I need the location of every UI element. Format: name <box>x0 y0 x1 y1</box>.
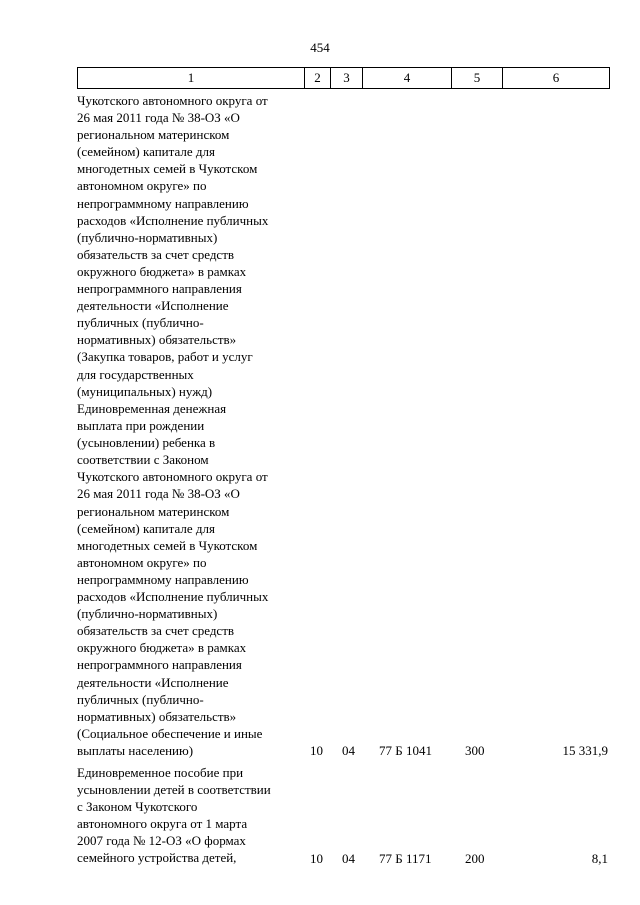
description-line: непрограммного направления <box>77 657 242 673</box>
description-line: публичных (публично- <box>77 691 204 707</box>
description-line: автономного округа от 1 марта <box>77 816 248 832</box>
description-line: (публично-нормативных) <box>77 606 218 622</box>
description-line: семейного устройства детей, <box>77 850 237 866</box>
column-header-4: 4 <box>363 68 452 88</box>
page-number: 454 <box>310 40 330 55</box>
description-line: окружного бюджета» в рамках <box>77 640 247 656</box>
sum-cell: 8,1 <box>591 850 608 866</box>
description-line: автономном округе» по <box>77 554 207 570</box>
description-line: нормативных) обязательств» <box>77 708 237 724</box>
section-cell: 10 <box>310 850 323 866</box>
row-description <box>77 92 304 400</box>
description-line: (семейном) капитале для <box>77 520 215 536</box>
expense-type-cell: 300 <box>465 743 485 758</box>
column-header-2: 2 <box>305 68 331 88</box>
description-line: Чукотского автономного округа от <box>77 93 268 108</box>
subsection-cell: 04 <box>342 743 355 758</box>
description-line: обязательств за счет средств <box>77 623 235 639</box>
column-header-1: 1 <box>78 68 305 88</box>
description-line: выплата при рождении <box>77 418 205 434</box>
sum-cell: 15 331,9 <box>562 743 608 758</box>
description-line: 26 мая 2011 года № 38-ОЗ «О <box>77 486 240 502</box>
target-code-cell: 77 Б 1041 <box>379 743 432 758</box>
section-cell: 10 <box>310 743 323 758</box>
description-line: (семейном) капитале для <box>77 144 215 160</box>
description-line: расходов «Исполнение публичных <box>77 589 269 605</box>
row-description <box>77 764 304 867</box>
description-line: непрограммному направлению <box>77 571 249 587</box>
description-line: расходов «Исполнение публичных <box>77 212 269 228</box>
description-line: (усыновлении) ребенка в <box>77 435 216 451</box>
column-header-6: 6 <box>552 70 560 85</box>
description-line: Единовременное пособие при <box>77 765 244 780</box>
column-header-3: 3 <box>331 68 363 88</box>
row-description <box>77 400 304 759</box>
description-line: деятельности «Исполнение <box>77 298 229 314</box>
table-header-row <box>77 67 610 89</box>
subsection-cell: 04 <box>342 850 355 866</box>
description-line: (публично-нормативных) <box>77 229 218 245</box>
description-line: непрограммного направления <box>77 281 242 297</box>
description-line: региональном материнском <box>77 503 230 519</box>
description-line: многодетных семей в Чукотском <box>77 161 258 177</box>
description-line: автономном округе» по <box>77 178 207 194</box>
target-code-cell: 77 Б 1171 <box>379 850 432 866</box>
column-header-5: 5 <box>452 68 503 88</box>
description-line: 26 мая 2011 года № 38-ОЗ «О <box>77 110 240 126</box>
description-line: деятельности «Исполнение <box>77 674 229 690</box>
description-line: непрограммному направлению <box>77 195 249 211</box>
description-line: выплаты населению) <box>77 742 194 758</box>
description-line: публичных (публично- <box>77 315 204 331</box>
description-line: обязательств за счет средств <box>77 246 235 262</box>
description-line: окружного бюджета» в рамках <box>77 263 247 279</box>
description-line: Единовременная денежная <box>77 401 227 416</box>
description-line: соответствии с Законом <box>77 452 209 468</box>
description-line: 2007 года № 12-ОЗ «О формах <box>77 833 246 849</box>
expense-type-cell: 200 <box>465 850 485 866</box>
description-line: Чукотского автономного округа от <box>77 469 268 485</box>
description-line: региональном материнском <box>77 127 230 143</box>
description-line: многодетных семей в Чукотском <box>77 537 258 553</box>
description-line: (Социальное обеспечение и иные <box>77 725 263 741</box>
description-line: нормативных) обязательств» <box>77 332 237 348</box>
description-line: усыновлении детей в соответствии <box>77 782 271 798</box>
description-line: для государственных <box>77 366 194 382</box>
description-line: (муниципальных) нужд) <box>77 383 213 399</box>
description-line: (Закупка товаров, работ и услуг <box>77 349 253 365</box>
description-line: с Законом Чукотского <box>77 799 198 815</box>
